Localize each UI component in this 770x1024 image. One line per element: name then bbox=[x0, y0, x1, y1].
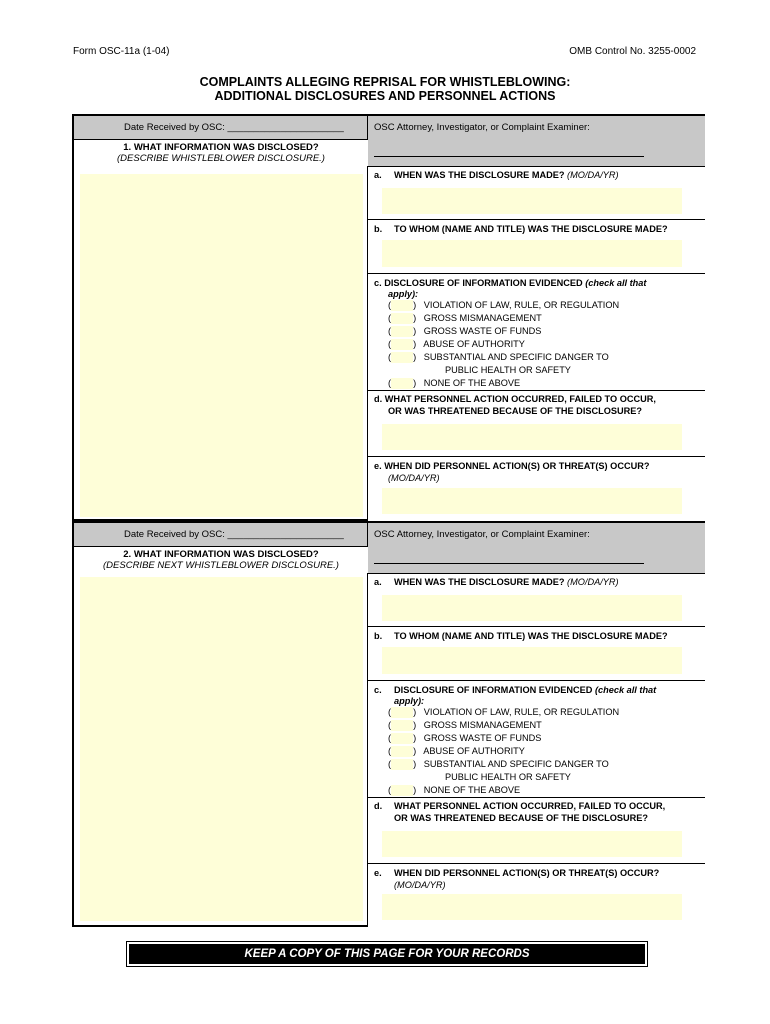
row-a-question bbox=[394, 169, 619, 181]
row-a bbox=[368, 573, 705, 626]
personnel-action-date-field[interactable] bbox=[382, 488, 682, 514]
option-abuse[interactable] bbox=[388, 338, 525, 351]
hint-c-2: apply): bbox=[388, 289, 419, 299]
attorney-line bbox=[374, 563, 644, 564]
paren-close: ) bbox=[413, 785, 417, 795]
checkbox[interactable] bbox=[391, 707, 413, 718]
label-c: c. bbox=[374, 685, 382, 695]
option-mismanagement[interactable] bbox=[388, 719, 542, 732]
form-id: Form OSC-11a (1-04) bbox=[73, 46, 170, 57]
question-e: WHEN DID PERSONNEL ACTION(S) OR THREAT(S) OCCUR? bbox=[384, 461, 650, 471]
attorney-line bbox=[374, 156, 644, 157]
footer-text: KEEP A COPY OF THIS PAGE FOR YOUR RECORDS bbox=[129, 944, 645, 964]
checkbox[interactable] bbox=[391, 785, 413, 796]
question-header bbox=[74, 546, 368, 573]
personnel-action-field[interactable] bbox=[382, 831, 682, 857]
option-label: SUBSTANTIAL AND SPECIFIC DANGER TO bbox=[423, 759, 609, 769]
attorney-label bbox=[368, 523, 705, 573]
checkbox[interactable] bbox=[391, 759, 413, 770]
row-e-label bbox=[374, 867, 382, 879]
option-none[interactable] bbox=[388, 784, 520, 797]
question-c: DISCLOSURE OF INFORMATION EVIDENCED bbox=[384, 278, 583, 288]
label-c: c. bbox=[374, 278, 382, 288]
question-e: WHEN DID PERSONNEL ACTION(S) OR THREAT(S) OCCUR? bbox=[394, 868, 660, 878]
paren-close: ) bbox=[413, 326, 417, 336]
checkbox[interactable] bbox=[391, 733, 413, 744]
paren-open: ( bbox=[388, 326, 392, 336]
paren-close: ) bbox=[413, 378, 417, 388]
question-title: 1. WHAT INFORMATION WAS DISCLOSED? bbox=[123, 142, 319, 153]
paren-close: ) bbox=[413, 313, 417, 323]
question-d-line1: WHAT PERSONNEL ACTION OCCURRED, FAILED TO OCCUR, bbox=[394, 801, 666, 811]
row-d bbox=[368, 390, 705, 456]
disclosure-date-field[interactable] bbox=[382, 595, 682, 621]
form-title-line1: COMPLAINTS ALLEGING REPRISAL FOR WHISTLEBLOWING: bbox=[199, 75, 571, 89]
paren-open: ( bbox=[388, 720, 392, 730]
option-label: GROSS MISMANAGEMENT bbox=[423, 313, 542, 323]
personnel-action-field[interactable] bbox=[382, 424, 682, 450]
row-c-label bbox=[374, 684, 382, 696]
row-c bbox=[368, 680, 705, 797]
row-e bbox=[368, 456, 705, 521]
row-a-label bbox=[374, 576, 382, 588]
row-d-label bbox=[374, 800, 382, 812]
option-violation[interactable] bbox=[388, 706, 619, 719]
option-danger-continuation: PUBLIC HEALTH OR SAFETY bbox=[445, 772, 571, 782]
question-a: WHEN WAS THE DISCLOSURE MADE? bbox=[394, 170, 565, 180]
disclosure-section-1 bbox=[72, 114, 705, 521]
hint-e: (MO/DA/YR) bbox=[388, 473, 440, 483]
label-b: b. bbox=[374, 224, 383, 234]
hint-c: (check all that bbox=[594, 685, 657, 695]
option-danger[interactable] bbox=[388, 758, 609, 771]
question-c: DISCLOSURE OF INFORMATION EVIDENCED bbox=[394, 685, 593, 695]
option-label: GROSS MISMANAGEMENT bbox=[423, 720, 542, 730]
paren-close: ) bbox=[413, 759, 417, 769]
label-d: d. bbox=[374, 394, 383, 404]
disclosure-description-column bbox=[74, 546, 368, 927]
row-a bbox=[368, 166, 705, 219]
option-label: GROSS WASTE OF FUNDS bbox=[423, 733, 542, 743]
footer-banner bbox=[126, 941, 648, 967]
checkbox[interactable] bbox=[391, 326, 413, 337]
row-b bbox=[368, 626, 705, 680]
hint-e: (MO/DA/YR) bbox=[394, 880, 446, 890]
disclosure-recipient-field[interactable] bbox=[382, 647, 682, 674]
row-e bbox=[368, 863, 705, 927]
question-header bbox=[74, 139, 368, 166]
row-b bbox=[368, 219, 705, 273]
question-title: 2. WHAT INFORMATION WAS DISCLOSED? bbox=[123, 549, 319, 560]
label-a: a. bbox=[374, 577, 382, 587]
disclosure-section-2 bbox=[72, 521, 705, 927]
attorney-label bbox=[368, 116, 705, 166]
paren-open: ( bbox=[388, 313, 392, 323]
checkbox[interactable] bbox=[391, 300, 413, 311]
question-subtitle: (DESCRIBE WHISTLEBLOWER DISCLOSURE.) bbox=[117, 153, 325, 164]
label-a: a. bbox=[374, 170, 382, 180]
option-label: NONE OF THE ABOVE bbox=[423, 785, 521, 795]
option-violation[interactable] bbox=[388, 299, 619, 312]
label-b: b. bbox=[374, 631, 383, 641]
checkbox[interactable] bbox=[391, 378, 413, 389]
paren-open: ( bbox=[388, 339, 392, 349]
disclosure-description-field[interactable] bbox=[80, 577, 363, 921]
label-d: d. bbox=[374, 801, 383, 811]
disclosure-description-field[interactable] bbox=[80, 174, 363, 517]
omb-control-number: OMB Control No. 3255-0002 bbox=[569, 46, 696, 57]
question-d-line2: OR WAS THREATENED BECAUSE OF THE DISCLOSURE? bbox=[394, 813, 649, 823]
row-b-label bbox=[374, 630, 382, 642]
row-b-label bbox=[374, 223, 382, 235]
paren-close: ) bbox=[413, 352, 417, 362]
hint-c: (check all that bbox=[585, 278, 647, 288]
personnel-action-date-field[interactable] bbox=[382, 894, 682, 920]
option-none[interactable] bbox=[388, 377, 520, 390]
label-e: e. bbox=[374, 868, 382, 878]
checkbox[interactable] bbox=[391, 339, 413, 350]
question-b: TO WHOM (NAME AND TITLE) WAS THE DISCLOSURE MADE? bbox=[394, 631, 668, 641]
option-mismanagement[interactable] bbox=[388, 312, 542, 325]
row-c bbox=[368, 273, 705, 390]
question-subtitle: (DESCRIBE NEXT WHISTLEBLOWER DISCLOSURE.) bbox=[103, 560, 339, 571]
option-abuse[interactable] bbox=[388, 745, 525, 758]
label-e: e. bbox=[374, 461, 382, 471]
checkbox[interactable] bbox=[391, 720, 413, 731]
hint-a: (MO/DA/YR) bbox=[567, 170, 619, 180]
attorney-text: OSC Attorney, Investigator, or Complaint Examiner: bbox=[374, 529, 590, 540]
disclosure-recipient-field[interactable] bbox=[382, 240, 682, 267]
paren-open: ( bbox=[388, 352, 392, 362]
paren-close: ) bbox=[413, 707, 417, 717]
form-title-line2: ADDITIONAL DISCLOSURES AND PERSONNEL ACTIONS bbox=[214, 89, 556, 103]
paren-close: ) bbox=[413, 300, 417, 310]
paren-open: ( bbox=[388, 746, 392, 756]
option-label: SUBSTANTIAL AND SPECIFIC DANGER TO bbox=[423, 352, 609, 362]
row-c-question bbox=[394, 684, 656, 696]
paren-close: ) bbox=[413, 733, 417, 743]
paren-close: ) bbox=[413, 746, 417, 756]
paren-open: ( bbox=[388, 378, 392, 388]
option-waste[interactable] bbox=[388, 325, 541, 338]
option-label: VIOLATION OF LAW, RULE, OR REGULATION bbox=[423, 300, 620, 310]
option-label: ABUSE OF AUTHORITY bbox=[423, 339, 525, 349]
paren-open: ( bbox=[388, 759, 392, 769]
checkbox[interactable] bbox=[391, 746, 413, 757]
question-a: WHEN WAS THE DISCLOSURE MADE? bbox=[394, 577, 565, 587]
attorney-text: OSC Attorney, Investigator, or Complaint Examiner: bbox=[374, 122, 590, 133]
paren-open: ( bbox=[388, 300, 392, 310]
paren-open: ( bbox=[388, 733, 392, 743]
question-d-line2: OR WAS THREATENED BECAUSE OF THE DISCLOSURE? bbox=[388, 406, 643, 416]
question-b: TO WHOM (NAME AND TITLE) WAS THE DISCLOSURE MADE? bbox=[394, 224, 668, 234]
hint-a: (MO/DA/YR) bbox=[567, 577, 619, 587]
row-d-question bbox=[374, 393, 656, 405]
paren-open: ( bbox=[388, 707, 392, 717]
date-received-label: Date Received by OSC: ______________________ bbox=[74, 523, 368, 546]
date-received-label: Date Received by OSC: ______________________ bbox=[74, 116, 368, 139]
paren-close: ) bbox=[413, 339, 417, 349]
question-d-line1: WHAT PERSONNEL ACTION OCCURRED, FAILED TO OCCUR, bbox=[384, 394, 656, 404]
row-d bbox=[368, 797, 705, 863]
hint-c-2: apply): bbox=[394, 696, 425, 706]
option-label: VIOLATION OF LAW, RULE, OR REGULATION bbox=[423, 707, 620, 717]
row-e-question bbox=[374, 460, 649, 472]
checkbox[interactable] bbox=[391, 352, 413, 363]
option-label: GROSS WASTE OF FUNDS bbox=[423, 326, 542, 336]
option-danger-continuation: PUBLIC HEALTH OR SAFETY bbox=[445, 365, 571, 375]
disclosure-description-column bbox=[74, 139, 368, 521]
row-a-label bbox=[374, 169, 382, 181]
paren-open: ( bbox=[388, 785, 392, 795]
option-label: ABUSE OF AUTHORITY bbox=[423, 746, 525, 756]
row-a-question bbox=[394, 576, 619, 588]
paren-close: ) bbox=[413, 720, 417, 730]
option-danger[interactable] bbox=[388, 351, 609, 364]
disclosure-date-field[interactable] bbox=[382, 188, 682, 214]
option-label: NONE OF THE ABOVE bbox=[423, 378, 521, 388]
option-waste[interactable] bbox=[388, 732, 541, 745]
checkbox[interactable] bbox=[391, 313, 413, 324]
